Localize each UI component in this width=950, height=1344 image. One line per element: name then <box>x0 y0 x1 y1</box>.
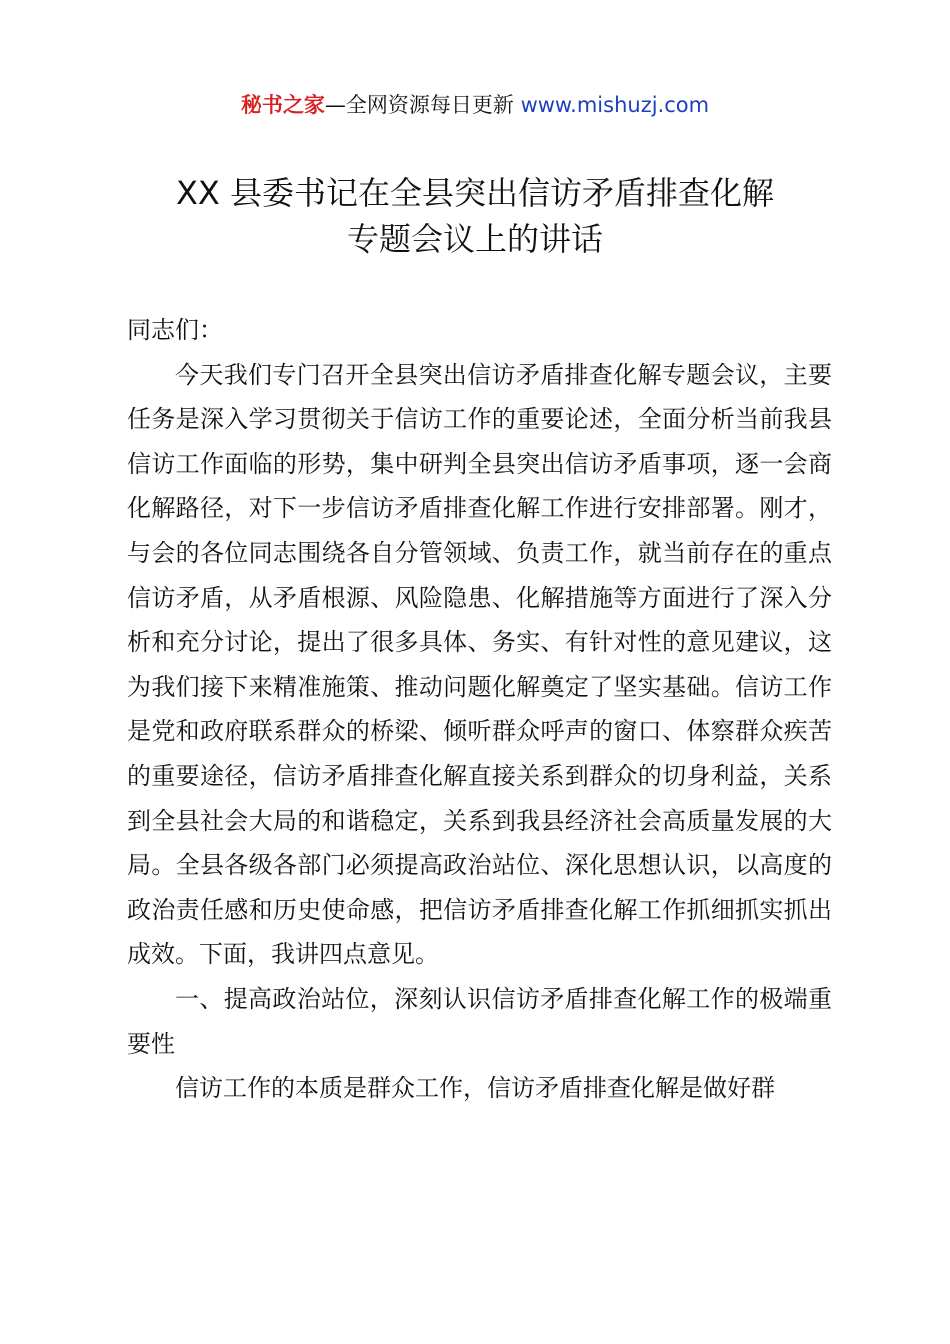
body-paragraph: 今天我们专门召开全县突出信访矛盾排查化解专题会议，主要任务是深入学习贯彻关于信访工作的重要论述，全面分析当前我县信访工作面临的形势，集中研判全县突出信访矛盾事项，逐一会商化解路径，对下一步信访矛盾排查化解工作进行安排部署。刚才，与会的各位同志围绕各自分管领域、负责工作，就当前存在的重点信访矛盾，从矛盾根源、风险隐患、化解措施等方面进行了深入分析和充分讨论，提出了很多具体、务实、有针对性的意见建议，这为我们接下来精准施策、推动问题化解奠定了坚实基础。信访工作是党和政府联系群众的桥梁、倾听群众呼声的窗口、体察群众疾苦的重要途径，信访矛盾排查化解直接关系到群众的切身利益，关系到全县社会大局的和谐稳定，关系到我县经济社会高质量发展的大局。全县各级各部门必须提高政治站位、深化思想认识，以高度的政治责任感和历史使命感，把信访矛盾排查化解工作抓细抓实抓出成效。下面，我讲四点意见。 <box>127 360 832 969</box>
section-heading: 一、提高政治站位，深刻认识信访矛盾排查化解工作的极端重要性 <box>127 984 832 1058</box>
salutation: 同志们： <box>127 316 223 344</box>
site-header <box>0 90 950 120</box>
document-title <box>100 170 850 262</box>
site-tagline: —全网资源每日更新 <box>324 93 521 117</box>
site-brand: 秘书之家 <box>240 93 325 117</box>
site-url-link[interactable]: www.mishuzj.com <box>520 93 710 117</box>
title-line-1: XX 县委书记在全县突出信访矛盾排查化解 <box>175 174 775 212</box>
body-paragraph: 信访工作的本质是群众工作，信访矛盾排查化解是做好群 <box>175 1074 775 1103</box>
document-body <box>127 308 832 1111</box>
title-line-2: 专题会议上的讲话 <box>346 220 603 258</box>
